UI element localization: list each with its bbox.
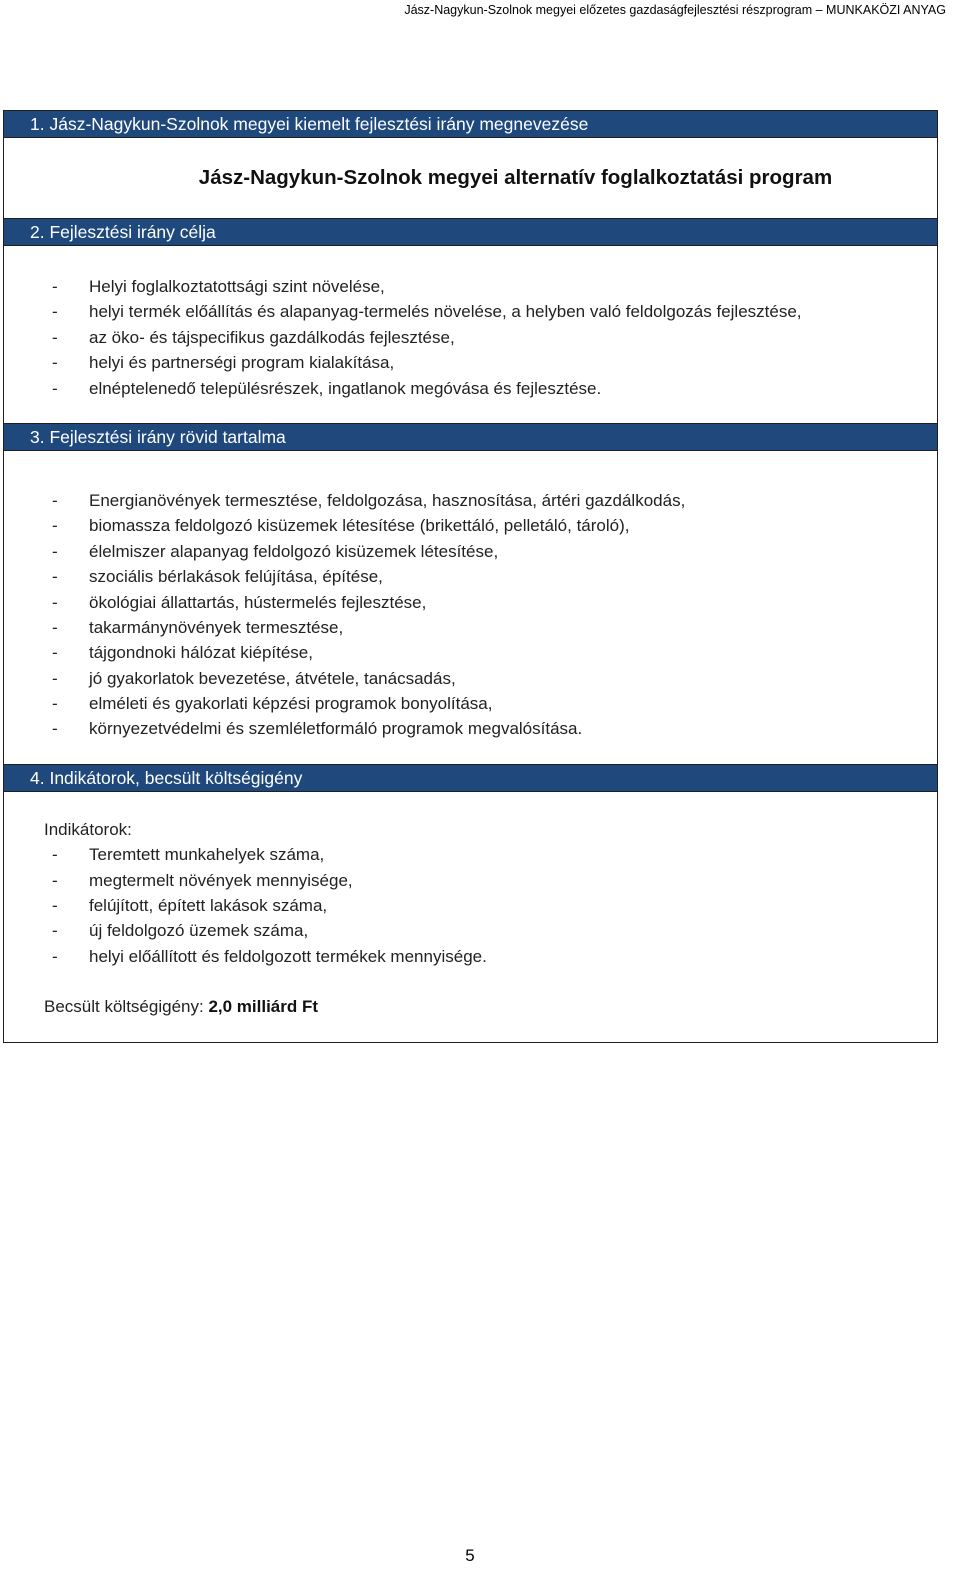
cost-line xyxy=(4,994,937,1019)
cost-value: 2,0 milliárd Ft xyxy=(208,997,319,1017)
list-dash: - xyxy=(52,694,58,714)
list-dash: - xyxy=(52,896,58,916)
indicators-label: Indikátorok: xyxy=(44,819,132,839)
content-list xyxy=(4,488,937,742)
running-header: Jász-Nagykun-Szolnok megyei előzetes gazdaságfejlesztési részprogram – MUNKAKÖZI ANYAG xyxy=(404,3,946,17)
section-body-2 xyxy=(4,246,937,423)
list-item: - elnéptelenedő településrészek, ingatlanok megóvása és fejlesztése. xyxy=(4,376,937,401)
list-item: - ökológiai állattartás, hústermelés fejlesztése, xyxy=(4,590,937,615)
section-heading-1: 1. Jász-Nagykun-Szolnok megyei kiemelt fejlesztési irány megnevezése xyxy=(4,111,937,138)
list-item: - elméleti és gyakorlati képzési programok bonyolítása, xyxy=(4,691,937,716)
list-dash: - xyxy=(52,302,58,322)
list-item: - takarmánynövények termesztése, xyxy=(4,615,937,640)
list-item: - az öko- és tájspecifikus gazdálkodás fejlesztése, xyxy=(4,325,937,350)
list-item: - megtermelt növények mennyisége, xyxy=(4,868,937,893)
list-dash: - xyxy=(52,870,58,890)
section-heading-4: 4. Indikátorok, becsült költségigény xyxy=(4,764,937,792)
list-item: - helyi termék előállítás és alapanyag-termelés növelése, a helyben való feldolgozás fejlesztése, xyxy=(4,299,937,324)
list-item: - felújított, épített lakások száma, xyxy=(4,893,937,918)
list-dash: - xyxy=(52,327,58,347)
program-title: Jász-Nagykun-Szolnok megyei alternatív foglalkoztatási program xyxy=(198,166,833,189)
section-body-1 xyxy=(4,138,937,218)
list-item: - biomassza feldolgozó kisüzemek létesítése (brikettáló, pelletáló, tároló), xyxy=(4,513,937,538)
list-dash: - xyxy=(52,541,58,561)
list-dash: - xyxy=(52,378,58,398)
list-dash: - xyxy=(52,668,58,688)
list-dash: - xyxy=(52,567,58,587)
list-dash: - xyxy=(52,353,58,373)
list-item: - helyi előállított és feldolgozott termékek mennyisége. xyxy=(4,944,937,969)
list-dash: - xyxy=(52,490,58,510)
list-dash: - xyxy=(52,719,58,739)
indicators-list xyxy=(4,842,937,969)
section-body-4 xyxy=(4,792,937,1042)
list-item: - Teremtett munkahelyek száma, xyxy=(4,842,937,867)
cost-label: Becsült költségigény: xyxy=(44,997,204,1017)
list-item: - jó gyakorlatok bevezetése, átvétele, tanácsadás, xyxy=(4,666,937,691)
list-dash: - xyxy=(52,592,58,612)
list-dash: - xyxy=(52,516,58,536)
section-heading-3: 3. Fejlesztési irány rövid tartalma xyxy=(4,423,937,451)
page-number: 5 xyxy=(465,1546,475,1565)
list-item: - szociális bérlakások felújítása, építése, xyxy=(4,564,937,589)
list-item: - élelmiszer alapanyag feldolgozó kisüzemek létesítése, xyxy=(4,539,937,564)
list-dash: - xyxy=(52,921,58,941)
list-item: - környezetvédelmi és szemléletformáló programok megvalósítása. xyxy=(4,716,937,741)
list-dash: - xyxy=(52,643,58,663)
list-dash: - xyxy=(52,277,58,296)
list-dash: - xyxy=(52,946,58,966)
goals-list xyxy=(4,274,937,401)
section-body-3 xyxy=(4,451,937,764)
list-item: - Energianövények termesztése, feldolgozása, hasznosítása, ártéri gazdálkodás, xyxy=(4,488,937,513)
list-dash: - xyxy=(52,617,58,637)
list-item: - helyi és partnerségi program kialakítása, xyxy=(4,350,937,375)
program-table xyxy=(3,110,938,1043)
list-dash: - xyxy=(52,845,58,865)
list-item: - Helyi foglalkoztatottsági szint növelése, xyxy=(4,274,937,299)
list-item: - új feldolgozó üzemek száma, xyxy=(4,918,937,943)
section-heading-2: 2. Fejlesztési irány célja xyxy=(4,218,937,246)
list-item: - tájgondnoki hálózat kiépítése, xyxy=(4,640,937,665)
